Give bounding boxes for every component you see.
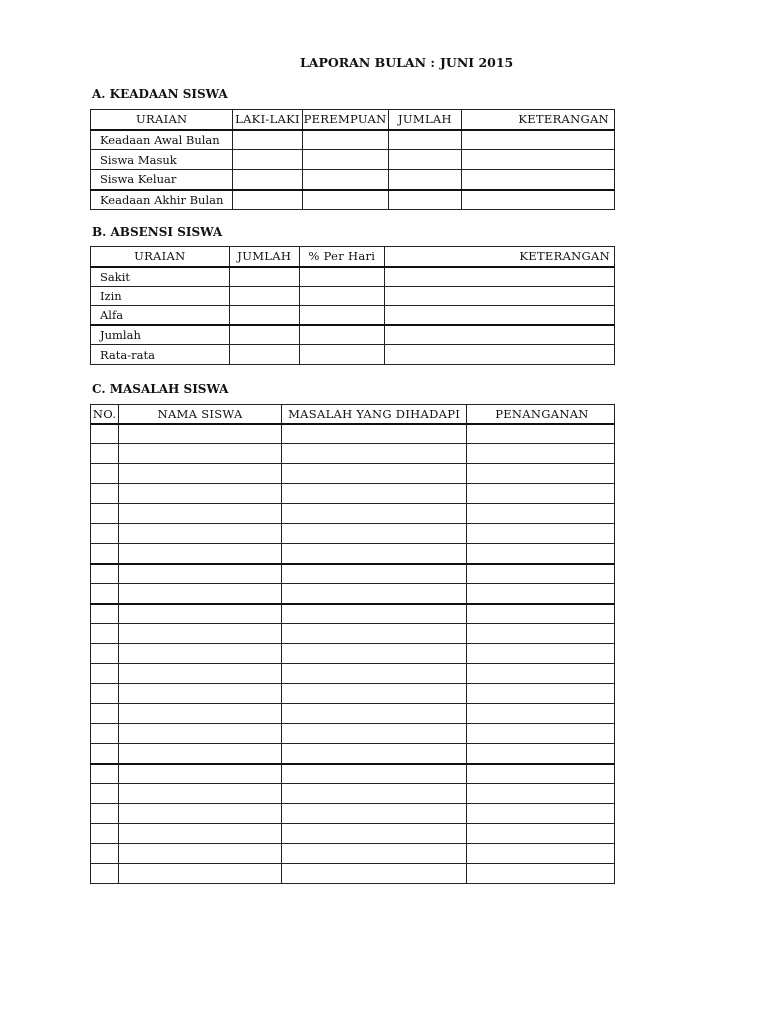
table-row bbox=[91, 524, 615, 544]
table-cell bbox=[233, 170, 302, 190]
table-cell bbox=[282, 864, 467, 884]
table-cell bbox=[467, 784, 615, 804]
table-cell bbox=[229, 345, 299, 365]
table-row bbox=[91, 287, 615, 306]
row-label: Keadaan Akhir Bulan bbox=[91, 190, 233, 210]
table-cell bbox=[467, 484, 615, 504]
table-cell bbox=[282, 684, 467, 704]
table-cell bbox=[467, 544, 615, 564]
table-cell bbox=[302, 130, 388, 150]
table-row bbox=[91, 130, 615, 150]
table-cell bbox=[119, 444, 282, 464]
table-cell bbox=[467, 564, 615, 584]
table-cell bbox=[384, 345, 614, 365]
table-cell bbox=[299, 345, 384, 365]
table-cell bbox=[462, 150, 615, 170]
table-cell bbox=[467, 804, 615, 824]
absensi-siswa-table bbox=[90, 246, 615, 365]
table-cell bbox=[467, 464, 615, 484]
table-cell bbox=[384, 267, 614, 287]
table-cell bbox=[467, 604, 615, 624]
table-cell bbox=[388, 170, 462, 190]
table-cell bbox=[282, 764, 467, 784]
table-row bbox=[91, 564, 615, 584]
table-cell bbox=[384, 325, 614, 345]
table-row bbox=[91, 844, 615, 864]
table-cell bbox=[282, 804, 467, 824]
table-cell bbox=[91, 444, 119, 464]
table-cell bbox=[467, 684, 615, 704]
table-cell bbox=[91, 524, 119, 544]
table-cell bbox=[119, 564, 282, 584]
table-cell bbox=[91, 704, 119, 724]
table-cell bbox=[467, 644, 615, 664]
row-label: Sakit bbox=[91, 267, 230, 287]
table-cell bbox=[119, 624, 282, 644]
table-cell bbox=[282, 664, 467, 684]
table-cell bbox=[302, 190, 388, 210]
table-row bbox=[91, 704, 615, 724]
table-cell bbox=[119, 824, 282, 844]
row-label: Izin bbox=[91, 287, 230, 306]
table-row bbox=[91, 424, 615, 444]
table-cell bbox=[91, 804, 119, 824]
table-cell bbox=[229, 306, 299, 325]
col-header-uraian: URAIAN bbox=[91, 110, 233, 130]
table-cell bbox=[282, 784, 467, 804]
table-cell bbox=[282, 844, 467, 864]
table-cell bbox=[467, 724, 615, 744]
table-cell bbox=[282, 524, 467, 544]
table-cell bbox=[388, 190, 462, 210]
table-cell bbox=[119, 704, 282, 724]
table-cell bbox=[462, 130, 615, 150]
table-cell bbox=[119, 684, 282, 704]
col-header-jumlah: JUMLAH bbox=[388, 110, 462, 130]
table-row bbox=[91, 267, 615, 287]
table-cell bbox=[467, 744, 615, 764]
table-cell bbox=[467, 524, 615, 544]
table-cell bbox=[282, 424, 467, 444]
report-title-label: LAPORAN BULAN : bbox=[300, 55, 435, 70]
table-row bbox=[91, 544, 615, 564]
table-cell bbox=[299, 306, 384, 325]
table-header-row bbox=[91, 405, 615, 424]
table-row bbox=[91, 664, 615, 684]
table-row bbox=[91, 864, 615, 884]
table-header-row bbox=[91, 110, 615, 130]
table-row bbox=[91, 190, 615, 210]
table-cell bbox=[299, 267, 384, 287]
table-cell bbox=[119, 764, 282, 784]
table-cell bbox=[91, 664, 119, 684]
table-cell bbox=[91, 424, 119, 444]
table-cell bbox=[91, 684, 119, 704]
table-cell bbox=[119, 804, 282, 824]
table-cell bbox=[467, 664, 615, 684]
table-cell bbox=[119, 604, 282, 624]
table-cell bbox=[91, 604, 119, 624]
table-cell bbox=[467, 444, 615, 464]
table-cell bbox=[119, 524, 282, 544]
table-cell bbox=[282, 824, 467, 844]
row-label: Keadaan Awal Bulan bbox=[91, 130, 233, 150]
table-cell bbox=[467, 504, 615, 524]
table-cell bbox=[282, 584, 467, 604]
table-cell bbox=[282, 504, 467, 524]
table-cell bbox=[91, 824, 119, 844]
table-cell bbox=[119, 864, 282, 884]
table-cell bbox=[119, 844, 282, 864]
table-cell bbox=[467, 764, 615, 784]
col-header-no: NO. bbox=[91, 405, 119, 424]
col-header-perempuan: PEREMPUAN bbox=[302, 110, 388, 130]
table-cell bbox=[388, 130, 462, 150]
table-row bbox=[91, 484, 615, 504]
table-row bbox=[91, 744, 615, 764]
table-cell bbox=[233, 130, 302, 150]
table-cell bbox=[91, 464, 119, 484]
table-cell bbox=[91, 584, 119, 604]
report-month: JUNI 2015 bbox=[440, 55, 514, 70]
table-cell bbox=[299, 325, 384, 345]
table-cell bbox=[282, 744, 467, 764]
table-cell bbox=[91, 724, 119, 744]
table-cell bbox=[119, 644, 282, 664]
table-row bbox=[91, 804, 615, 824]
table-cell bbox=[302, 150, 388, 170]
table-row bbox=[91, 444, 615, 464]
table-header-row bbox=[91, 247, 615, 267]
table-cell bbox=[282, 484, 467, 504]
table-row bbox=[91, 464, 615, 484]
table-cell bbox=[119, 784, 282, 804]
table-row bbox=[91, 824, 615, 844]
table-cell bbox=[119, 544, 282, 564]
table-row bbox=[91, 644, 615, 664]
col-header-keterangan: KETERANGAN bbox=[384, 247, 614, 267]
table-cell bbox=[302, 170, 388, 190]
table-row bbox=[91, 784, 615, 804]
table-cell bbox=[91, 564, 119, 584]
table-cell bbox=[282, 564, 467, 584]
table-cell bbox=[229, 267, 299, 287]
table-cell bbox=[462, 190, 615, 210]
table-cell bbox=[91, 744, 119, 764]
table-cell bbox=[119, 584, 282, 604]
table-row bbox=[91, 604, 615, 624]
col-header-masalah: MASALAH YANG DIHADAPI bbox=[282, 405, 467, 424]
table-cell bbox=[91, 644, 119, 664]
table-row bbox=[91, 345, 615, 365]
table-cell bbox=[91, 784, 119, 804]
keadaan-siswa-table bbox=[90, 109, 615, 210]
table-cell bbox=[119, 484, 282, 504]
table-row bbox=[91, 325, 615, 345]
table-cell bbox=[91, 864, 119, 884]
table-row bbox=[91, 150, 615, 170]
row-label: Siswa Keluar bbox=[91, 170, 233, 190]
table-cell bbox=[119, 724, 282, 744]
table-cell bbox=[467, 864, 615, 884]
table-cell bbox=[388, 150, 462, 170]
table-row bbox=[91, 306, 615, 325]
table-cell bbox=[91, 504, 119, 524]
row-label: Siswa Masuk bbox=[91, 150, 233, 170]
table-cell bbox=[282, 624, 467, 644]
table-row bbox=[91, 684, 615, 704]
table-cell bbox=[119, 504, 282, 524]
table-cell bbox=[282, 444, 467, 464]
table-cell bbox=[282, 464, 467, 484]
table-row bbox=[91, 584, 615, 604]
masalah-siswa-table bbox=[90, 404, 615, 884]
col-header-uraian: URAIAN bbox=[91, 247, 230, 267]
table-cell bbox=[467, 844, 615, 864]
table-cell bbox=[462, 170, 615, 190]
table-cell bbox=[467, 624, 615, 644]
col-header-penanganan: PENANGANAN bbox=[467, 405, 615, 424]
table-cell bbox=[233, 150, 302, 170]
col-header-keterangan: KETERANGAN bbox=[462, 110, 615, 130]
table-row bbox=[91, 764, 615, 784]
table-cell bbox=[91, 624, 119, 644]
table-cell bbox=[91, 844, 119, 864]
table-cell bbox=[229, 287, 299, 306]
table-cell bbox=[467, 424, 615, 444]
table-cell bbox=[282, 724, 467, 744]
table-row bbox=[91, 170, 615, 190]
table-row bbox=[91, 504, 615, 524]
table-row bbox=[91, 724, 615, 744]
table-cell bbox=[282, 544, 467, 564]
row-label: Alfa bbox=[91, 306, 230, 325]
table-cell bbox=[119, 664, 282, 684]
table-cell bbox=[91, 484, 119, 504]
row-label: Rata-rata bbox=[91, 345, 230, 365]
col-header-nama-siswa: NAMA SISWA bbox=[119, 405, 282, 424]
table-cell bbox=[119, 744, 282, 764]
section-b-title: B. ABSENSI SISWA bbox=[92, 225, 223, 239]
table-cell bbox=[91, 764, 119, 784]
table-cell bbox=[91, 544, 119, 564]
table-row bbox=[91, 624, 615, 644]
col-header-persen-per-hari: % Per Hari bbox=[299, 247, 384, 267]
table-cell bbox=[299, 287, 384, 306]
table-cell bbox=[282, 704, 467, 724]
table-cell bbox=[119, 424, 282, 444]
table-cell bbox=[384, 306, 614, 325]
table-cell bbox=[467, 584, 615, 604]
row-label: Jumlah bbox=[91, 325, 230, 345]
table-cell bbox=[282, 604, 467, 624]
table-cell bbox=[467, 704, 615, 724]
section-a-title: A. KEADAAN SISWA bbox=[92, 87, 228, 101]
table-cell bbox=[229, 325, 299, 345]
table-cell bbox=[119, 464, 282, 484]
table-cell bbox=[282, 644, 467, 664]
table-cell bbox=[233, 190, 302, 210]
section-c-title: C. MASALAH SISWA bbox=[92, 382, 229, 396]
table-cell bbox=[467, 824, 615, 844]
col-header-laki-laki: LAKI-LAKI bbox=[233, 110, 302, 130]
col-header-jumlah: JUMLAH bbox=[229, 247, 299, 267]
table-cell bbox=[384, 287, 614, 306]
